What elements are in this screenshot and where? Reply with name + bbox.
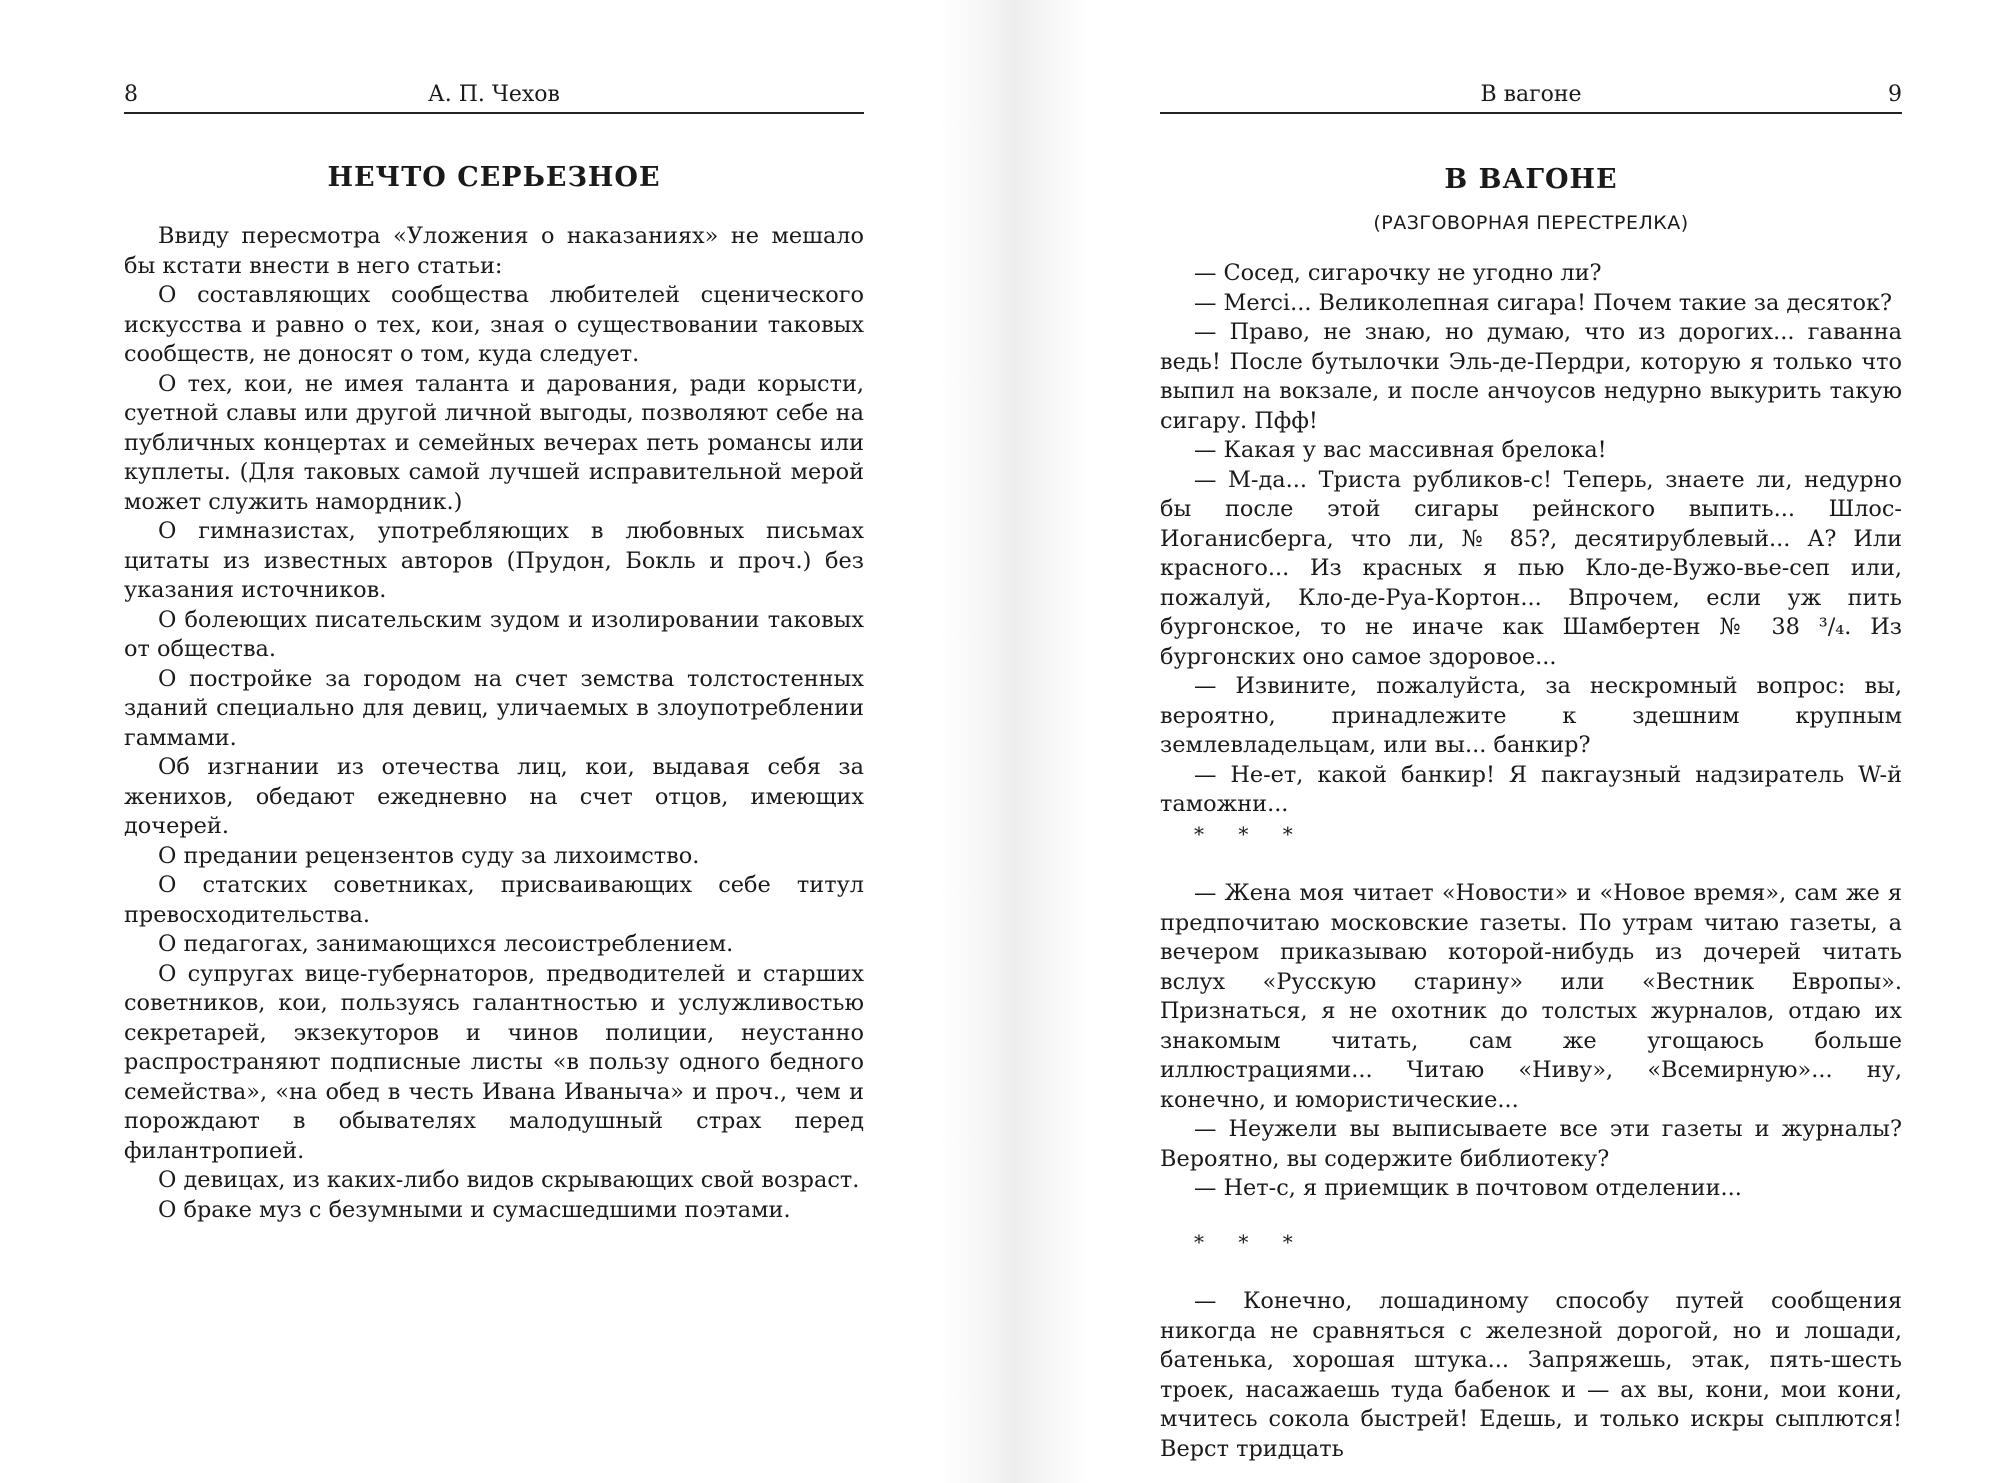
paragraph: О болеющих писательским зудом и изолировании таковых от общества. bbox=[124, 606, 864, 662]
dialogue-line: — М-да... Триста рубликов-с! Теперь, знаете ли, недурно бы после этой сигары рейнского выпить... Шлос-Иоганисберга, что ли, № 85?, десятирублевый... А? Или красного... Из красных я пью Кло-де-Вужо-вье-сеп или, пожалуй, Кло-де-Руа-Кортон... Впрочем, если уж пить бургонское, то не иначе как Шамбертен № 38 ³/₄. Из бургонских оно самое здоровое... bbox=[1160, 466, 1902, 670]
paragraph: О супругах вице-губернаторов, предводителей и старших советников, кои, пользуясь галантностью и услужливостью секретарей, экзекуторов и чинов полиции, неустанно распространяют подписные листы «в пользу одного бедного семейства», «на обед в честь Ивана Иваныча» и проч., чем и порождают в обывателях малодушный страх перед филантропией. bbox=[124, 960, 864, 1164]
dialogue-line: — Право, не знаю, но думаю, что из дорогих... гаванна ведь! После бутылочки Эль-де-Пердри, которую я только что выпил на вокзале, и после анчоусов недурно выкурить такую сигару. Пфф! bbox=[1160, 319, 1902, 434]
right-page-number: 9 bbox=[1888, 82, 1902, 107]
paragraph: Об изгнании из отечества лиц, кои, выдавая себя за женихов, обедают ежедневно на счет отцов, имеющих дочерей. bbox=[124, 754, 864, 839]
dialogue-line: — Merci... Великолепная сигара! Почем такие за десяток? bbox=[1194, 289, 1893, 316]
paragraph: О гимназистах, употребляющих в любовных письмах цитаты из известных авторов (Прудон, Бокль и проч.) без указания источников. bbox=[124, 518, 864, 603]
right-story-text bbox=[1160, 259, 1902, 1464]
left-page bbox=[124, 0, 864, 1483]
section-separator: * * * bbox=[1194, 1229, 1307, 1254]
left-story-text bbox=[124, 222, 864, 1225]
paragraph: О девицах, из каких-либо видов скрывающих свой возраст. bbox=[158, 1167, 860, 1193]
paragraph: О статских советниках, присваивающих себе титул превосходительства. bbox=[124, 872, 864, 928]
paragraph: О постройке за городом на счет земства толстостенных зданий специально для девиц, уличаемых в злоупотреблении гаммами. bbox=[124, 665, 864, 751]
right-page bbox=[1160, 0, 1902, 1483]
paragraph: Ввиду пересмотра «Уложения о наказаниях» не мешало бы кстати внести в него статьи: bbox=[124, 223, 864, 279]
dialogue-line: — Какая у вас массивная брелока! bbox=[1194, 437, 1607, 463]
paragraph: О предании рецензентов суду за лихоимство. bbox=[158, 842, 700, 869]
dialogue-line: — Конечно, лошадиному способу путей сообщения никогда не сравняться с железной дорогой, но и лошади, батенька, хорошая штука... Запряжешь, этак, пять-шесть троек, насажаешь туда бабенок и — ах вы, кони, мои кони, мчитесь сокола быстрей! Едешь, и только искры сыплются! Верст тридцать bbox=[1160, 1288, 1902, 1462]
left-running-head bbox=[124, 82, 864, 114]
left-page-number: 8 bbox=[124, 82, 138, 107]
paragraph: О тех, кои, не имея таланта и дарования, ради корысти, суетной славы или другой личной выгоды, позволяют себе на публичных концертах и семейных вечерах петь романсы или куплеты. (Для таковых самой лучшей исправительной мерой может служить намордник.) bbox=[124, 370, 864, 515]
right-story-title: В ВАГОНЕ bbox=[1444, 164, 1618, 195]
right-story-subtitle: (РАЗГОВОРНАЯ ПЕРЕСТРЕЛКА) bbox=[1373, 212, 1689, 234]
paragraph: О педагогах, занимающихся лесоистреблением. bbox=[158, 931, 734, 957]
book-gutter bbox=[940, 0, 1090, 1483]
dialogue-line: — Извините, пожалуйста, за нескромный вопрос: вы, вероятно, принадлежите к здешним крупным землевладельцам, или вы... банкир? bbox=[1160, 673, 1902, 758]
paragraph: О составляющих сообщества любителей сценического искусства и равно о тех, кои, зная о существовании таковых сообществ, не доносят о том, куда следует. bbox=[124, 282, 864, 367]
dialogue-line: — Нет-с, я приемщик в почтовом отделении... bbox=[1194, 1175, 1742, 1201]
right-running-head-title: В вагоне bbox=[1480, 82, 1582, 107]
right-running-head bbox=[1160, 82, 1902, 114]
dialogue-line: — Сосед, сигарочку не угодно ли? bbox=[1194, 260, 1602, 286]
left-story-title: НЕЧТО СЕРЬЕЗНОЕ bbox=[327, 162, 661, 193]
section-separator: * * * bbox=[1194, 821, 1307, 846]
dialogue-line: — Жена моя читает «Новости» и «Новое время», сам же я предпочитаю московские газеты. По утрам читаю газеты, а вечером приказываю которой-нибудь из дочерей читать вслух «Русскую старину» или «Вестник Европы». Признаться, я не охотник до толстых журналов, отдаю их знакомым читать, сам же угощаюсь больше иллюстрациями... Читаю «Ниву», «Всемирную»... ну, конечно, и юмористические... bbox=[1160, 880, 1902, 1113]
left-running-head-author: А. П. Чехов bbox=[428, 82, 560, 107]
paragraph: О браке муз с безумными и сумасшедшими поэтами. bbox=[158, 1196, 791, 1223]
dialogue-line: — Не-ет, какой банкир! Я пакгаузный надзиратель W-й таможни... bbox=[1160, 761, 1902, 817]
dialogue-line: — Неужели вы выписываете все эти газеты и журналы? Вероятно, вы содержите библиотеку? bbox=[1160, 1116, 1902, 1172]
